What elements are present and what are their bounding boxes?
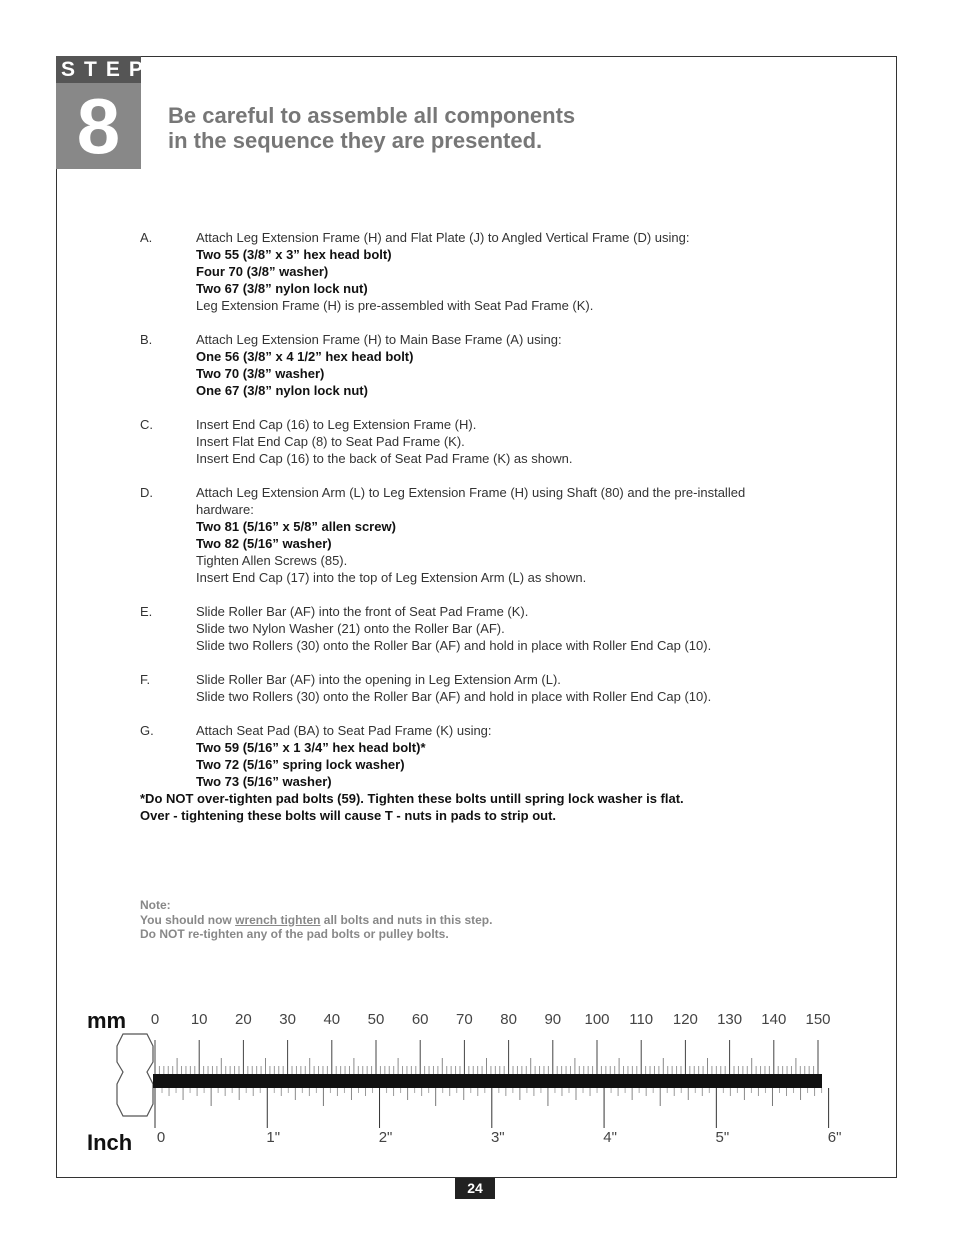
instruction-item: [140, 671, 820, 705]
mm-tick-label: 90: [544, 1011, 562, 1028]
instruction-letter: A.: [140, 230, 153, 245]
page-heading: [168, 103, 575, 153]
mm-label: mm: [87, 1008, 127, 1033]
mm-tick-label: 0: [150, 1011, 160, 1028]
instruction-body: [196, 671, 820, 705]
hardware-line: Four 70 (3/8” washer): [196, 264, 329, 279]
mm-tick-label: 110: [629, 1011, 654, 1028]
instruction-body: [196, 722, 820, 790]
warning-line-1: *Do NOT over-tighten pad bolts (59). Tighten these bolts untill spring lock washer is flat.: [140, 791, 684, 806]
instruction-line: Insert Flat End Cap (8) to Seat Pad Frame (K).: [196, 434, 465, 449]
hardware-line: Two 67 (3/8” nylon lock nut): [196, 281, 368, 296]
instruction-letter: G.: [140, 723, 154, 738]
instruction-item: [140, 603, 820, 654]
hardware-line: Two 81 (5/16” x 5/8” allen screw): [196, 519, 396, 534]
note-line-1-underline: wrench tighten: [235, 912, 321, 927]
page-number: 24: [455, 1178, 495, 1199]
instruction-line: Insert End Cap (17) into the top of Leg Extension Arm (L) as shown.: [196, 570, 587, 585]
instruction-line: Slide Roller Bar (AF) into the opening in Leg Extension Arm (L).: [196, 672, 561, 687]
instruction-letter: D.: [140, 485, 153, 500]
instruction-body: [196, 484, 820, 586]
hardware-line: Two 55 (3/8” x 3” hex head bolt): [196, 247, 392, 262]
bolt-ruler: [85, 1000, 865, 1160]
instruction-body: [196, 603, 820, 654]
inch-tick-label: 4": [603, 1129, 617, 1146]
instruction-line: Attach Leg Extension Arm (L) to Leg Extension Frame (H) using Shaft (80) and the pre-installed: [196, 485, 746, 500]
hardware-line: Two 59 (5/16” x 1 3/4” hex head bolt)*: [196, 740, 426, 755]
note-line-2: Do NOT re-tighten any of the pad bolts or pulley bolts.: [140, 927, 449, 941]
instruction-letter: C.: [140, 417, 153, 432]
inch-tick-label: 5": [715, 1129, 730, 1146]
instruction-body: [196, 331, 820, 399]
inch-tick-label: 6": [827, 1129, 842, 1146]
mm-tick-label: 10: [190, 1011, 208, 1028]
instruction-item: [140, 331, 820, 399]
mm-tick-label: 40: [323, 1011, 341, 1028]
instruction-body: [196, 229, 820, 314]
mm-tick-label: 100: [584, 1011, 610, 1028]
instruction-line: Slide two Rollers (30) onto the Roller Bar (AF) and hold in place with Roller End Cap (10).: [196, 638, 712, 653]
instruction-item: [140, 722, 820, 790]
instruction-letter: B.: [140, 332, 153, 347]
note: [140, 898, 492, 942]
instruction-line: Attach Leg Extension Frame (H) to Main Base Frame (A) using:: [196, 332, 562, 347]
mm-tick-label: 130: [717, 1011, 743, 1028]
instruction-line: Slide Roller Bar (AF) into the front of Seat Pad Frame (K).: [196, 604, 529, 619]
note-line-1-suffix: all bolts and nuts in this step.: [320, 912, 493, 927]
step-number: 8: [56, 83, 141, 169]
instructions-list: [140, 229, 820, 824]
mm-tick-label: 50: [367, 1011, 385, 1028]
instruction-letter: E.: [140, 604, 153, 619]
inch-tick-label: 3": [490, 1129, 505, 1146]
inch-tick-label: 0: [156, 1129, 166, 1146]
instruction-item: [140, 484, 820, 586]
instruction-line: Slide two Nylon Washer (21) onto the Roller Bar (AF).: [196, 621, 505, 636]
warning-text: [140, 790, 820, 824]
hardware-line: Two 70 (3/8” washer): [196, 366, 325, 381]
bolt-shaft: [153, 1074, 822, 1088]
instruction-line: Insert End Cap (16) to Leg Extension Frame (H).: [196, 417, 477, 432]
hardware-line: Two 73 (5/16” washer): [196, 774, 332, 789]
instruction-line: Leg Extension Frame (H) is pre-assembled with Seat Pad Frame (K).: [196, 298, 594, 313]
instruction-line: hardware:: [196, 502, 254, 517]
instruction-item: [140, 229, 820, 314]
mm-tick-label: 70: [456, 1011, 473, 1028]
inch-tick-label: 2": [378, 1129, 393, 1146]
note-title: Note:: [140, 898, 171, 912]
note-line-1: [140, 913, 492, 928]
instruction-line: Tighten Allen Screws (85).: [196, 553, 348, 568]
mm-tick-label: 120: [672, 1011, 698, 1028]
mm-tick-label: 30: [279, 1011, 296, 1028]
inch-tick-label: 1": [266, 1129, 281, 1146]
instruction-line: Attach Seat Pad (BA) to Seat Pad Frame (K) using:: [196, 723, 492, 738]
inch-label: Inch: [87, 1130, 133, 1155]
heading-line-2: in the sequence they are presented.: [168, 128, 543, 153]
instruction-line: Insert End Cap (16) to the back of Seat Pad Frame (K) as shown.: [196, 451, 573, 466]
heading-line-1: Be careful to assemble all components: [168, 103, 576, 128]
step-label: STEP: [56, 56, 141, 83]
mm-tick-label: 80: [500, 1011, 517, 1028]
mm-tick-label: 150: [805, 1011, 831, 1028]
instruction-line: Attach Leg Extension Frame (H) and Flat Plate (J) to Angled Vertical Frame (D) using:: [196, 230, 690, 245]
warning-line-2: Over - tightening these bolts will cause T - nuts in pads to strip out.: [140, 808, 557, 823]
mm-tick-label: 60: [411, 1011, 429, 1028]
instruction-item: [140, 416, 820, 467]
instruction-line: Slide two Rollers (30) onto the Roller Bar (AF) and hold in place with Roller End Cap (10).: [196, 689, 712, 704]
hardware-line: One 67 (3/8” nylon lock nut): [196, 383, 368, 398]
instruction-letter: F.: [140, 672, 151, 687]
note-line-1-prefix: You should now: [140, 912, 236, 927]
bolt-head-icon: [117, 1034, 153, 1116]
mm-tick-label: 140: [761, 1011, 787, 1028]
instruction-body: [196, 416, 820, 467]
hardware-line: Two 72 (5/16” spring lock washer): [196, 757, 405, 772]
mm-tick-label: 20: [235, 1011, 252, 1028]
hardware-line: One 56 (3/8” x 4 1/2” hex head bolt): [196, 349, 414, 364]
hardware-line: Two 82 (5/16” washer): [196, 536, 332, 551]
